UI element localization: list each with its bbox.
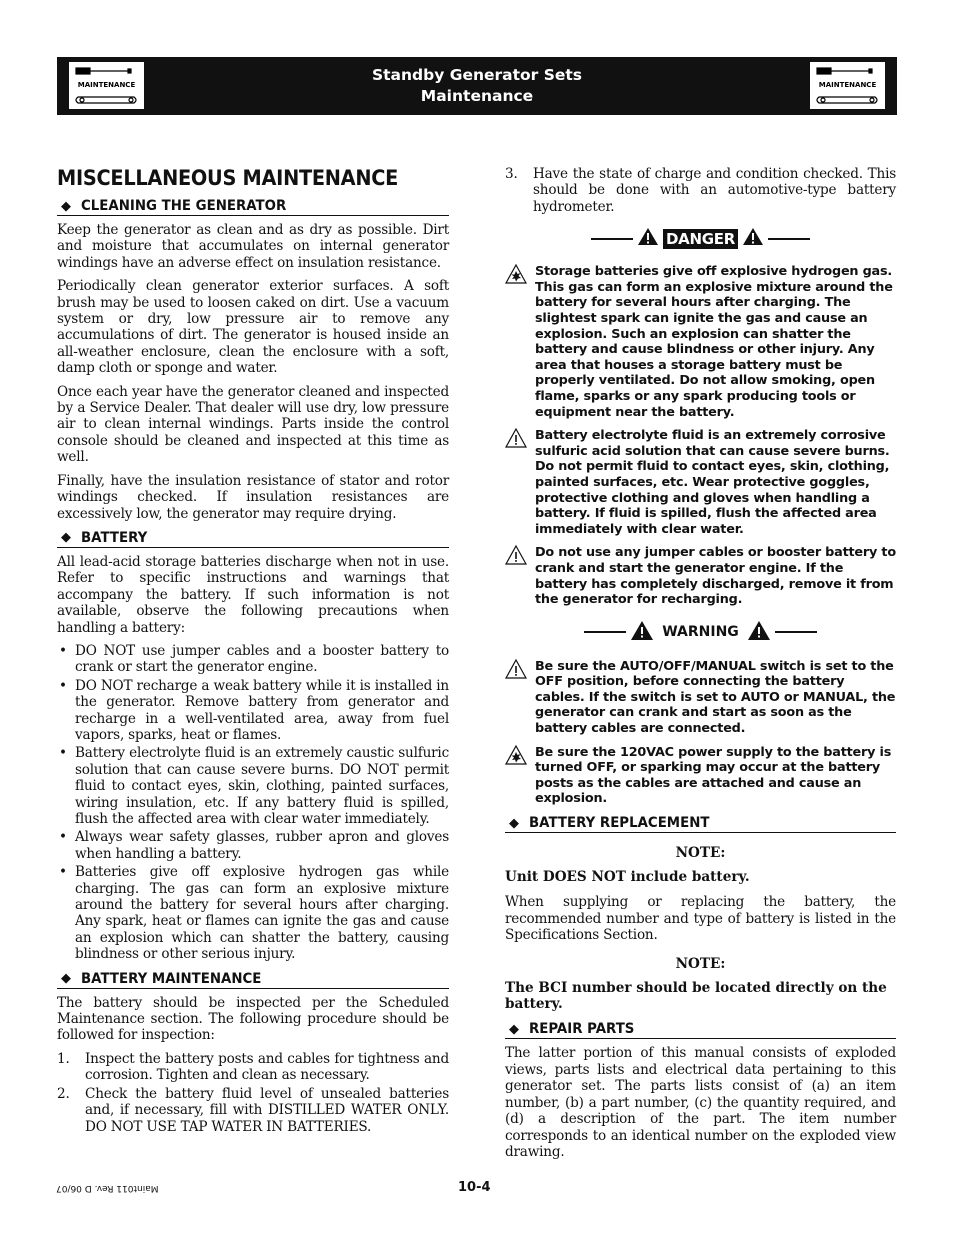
bullet-icon: •: [59, 829, 67, 846]
list-item: 2. Check the battery fluid level of unsealed batteries and, if necessary, fill with DISTILLED WATER ONLY. DO NOT USE TAP WATER IN BATTERIES.: [57, 1085, 449, 1135]
section-heading-battery: ◆ BATTERY: [57, 530, 449, 548]
danger-label: DANGER: [663, 229, 738, 249]
note-text: The BCI number should be located directly on the battery.: [505, 979, 887, 1013]
title-line-1: Standby Generator Sets: [371, 66, 583, 84]
list-item: • DO NOT use jumper cables and a booster battery to crank or start the generator engine.: [59, 642, 449, 676]
paragraph: Once each year have the generator cleaned and inspected by a Service Dealer. That dealer will use dry, low pressure air to clean internal windings. Parts inside the control console should be cleaned and inspected at this time as well.: [57, 383, 449, 466]
note-heading: NOTE:: [675, 955, 726, 972]
section-heading-battery-replacement: ◆ BATTERY REPLACEMENT: [505, 815, 896, 833]
title-line-2: Maintenance: [420, 87, 534, 105]
header-bar: [57, 57, 897, 115]
paragraph: Keep the generator as clean and as dry as possible. Dirt and moisture that accumulates on internal generator windings have an adverse effect on insulation resistance.: [57, 222, 449, 271]
explosion-hazard-icon: [505, 745, 527, 770]
danger-item: Battery electrolyte fluid is an extremely corrosive sulfuric acid solution that can cause severe burns. Do not permit fluid to contact eyes, skin, clothing, painted surfaces, etc. Wear protective goggles, protective clothing and gloves when handling a battery. If fluid is spilled, flush the affected area immediately with clear water.: [505, 428, 896, 537]
banner-rule: [591, 238, 633, 240]
danger-item: Do not use any jumper cables or booster battery to crank and start the generator engine. If the battery has completely discharged, remove it from the generator for recharging.: [505, 545, 896, 607]
caution-triangle-icon: [505, 428, 527, 453]
caution-triangle-icon: [505, 545, 527, 570]
diamond-icon: ◆: [61, 198, 71, 214]
list-item: 1. Inspect the battery posts and cables for tightness and corrosion. Tighten and clean as necessary.: [57, 1050, 449, 1084]
warning-banner: [505, 620, 896, 645]
diamond-icon: ◆: [61, 971, 71, 987]
list-item: • Always wear safety glasses, rubber apron and gloves when handling a battery.: [59, 829, 449, 862]
main-heading: MISCELLANEOUS MAINTENANCE: [57, 166, 399, 190]
banner-rule: [584, 631, 626, 633]
paragraph: When supplying or replacing the battery, the recommended number and type of battery is listed in the Specifications Section.: [505, 894, 896, 944]
banner-rule: [768, 238, 810, 240]
section-heading-cleaning: ◆ CLEANING THE GENERATOR: [57, 198, 449, 216]
warning-triangle-icon: [747, 620, 771, 645]
paragraph: All lead-acid storage batteries discharge when not in use. Refer to specific instructions and warnings that accompany the battery. If such information is not available, observe the following precautions when handling a battery:: [57, 553, 449, 636]
warning-triangle-icon: [630, 620, 654, 645]
caution-triangle-icon: [505, 659, 527, 684]
diamond-icon: ◆: [61, 530, 71, 546]
warning-item: Be sure the AUTO/OFF/MANUAL switch is set to the OFF position, before connecting the battery cables. If the switch is set to AUTO or MANUAL, the generator can crank and start as soon as the battery cables are connected.: [505, 659, 896, 737]
warning-item: Be sure the 120VAC power supply to the battery is turned OFF, or sparking may occur at the battery posts as the cables are attached and cause an explosion.: [505, 745, 896, 807]
list-item: • Battery electrolyte fluid is an extremely caustic sulfuric solution that can cause severe burns. DO NOT permit fluid to contact eyes, skin, clothing, painted surfaces, wiring insulation, etc. If any battery fluid is spilled, flush the affected area with clear water immediately.: [59, 745, 449, 827]
bullet-icon: •: [59, 745, 67, 762]
list-item: • DO NOT recharge a weak battery while it is installed in the generator. Remove battery from generator and recharge in a well-ventilated area, away from fuel vapors, sparks, heat or flames.: [59, 677, 449, 743]
paragraph: The battery should be inspected per the Scheduled Maintenance section. The following procedure should be followed for inspection:: [57, 994, 449, 1044]
warning-label: WARNING: [662, 624, 739, 641]
warning-triangle-icon: [742, 227, 764, 250]
logo-label: MAINTENANCE: [77, 81, 136, 89]
note-heading: NOTE:: [675, 845, 726, 862]
list-item: • Batteries give off explosive hydrogen gas while charging. The gas can form an explosive mixture around the battery for several hours after charging. Any spark, heat or flames can ignite the gas and cause an explosion which can shatter the battery, causing blindness or other serious injury.: [59, 864, 449, 963]
left-column: [57, 160, 449, 1137]
diamond-icon: ◆: [509, 815, 519, 831]
list-item: 3. Have the state of charge and condition checked. This should be done with an automotive-type battery hydrometer.: [505, 166, 896, 215]
inspection-steps-continued: [505, 166, 896, 215]
diamond-icon: ◆: [509, 1021, 519, 1037]
banner-rule: [775, 631, 817, 633]
page-title: [57, 65, 897, 107]
section-heading-repair-parts: ◆ REPAIR PARTS: [505, 1021, 896, 1039]
danger-item: Storage batteries give off explosive hydrogen gas. This gas can form an explosive mixture around the battery for several hours after charging. The slightest spark can ignite the gas and cause an explosion. Such an explosion can shatter the battery and cause blindness or other injury. Any area that houses a storage battery must be properly ventilated. Do not allow smoking, open flame, sparks or any spark producing tools or equipment near the battery.: [505, 264, 896, 420]
document-code: Maint011 Rev. D 06/07: [56, 1183, 159, 1193]
explosion-hazard-icon: [505, 264, 527, 289]
inspection-steps: [57, 1051, 449, 1135]
bullet-icon: •: [59, 864, 67, 881]
logo-label: MAINTENANCE: [818, 81, 877, 89]
bullet-icon: •: [59, 677, 67, 694]
maintenance-logo: [810, 62, 885, 109]
section-heading-battery-maintenance: ◆ BATTERY MAINTENANCE: [57, 971, 449, 989]
precautions-list: [57, 643, 449, 963]
warning-triangle-icon: [637, 227, 659, 250]
paragraph: Finally, have the insulation resistance of stator and rotor windings checked. If insulation resistances are excessively low, the generator may require drying.: [57, 472, 449, 522]
danger-banner: [505, 227, 896, 250]
right-column: [505, 166, 896, 1167]
page-number: 10-4: [458, 1180, 491, 1195]
bullet-icon: •: [59, 642, 67, 659]
paragraph: Periodically clean generator exterior surfaces. A soft brush may be used to loosen caked on dirt. Use a vacuum system or dry, low pressure air to remove any accumulations of dirt. The generator is housed inside an all-weather enclosure, clean the enclosure with a soft, damp cloth or sponge and water.: [57, 278, 449, 377]
paragraph: The latter portion of this manual consists of exploded views, parts lists and electrical data pertaining to this generator set. The parts lists consist of (a) an item number, (b) a part number, (c) the quantity required, and (d) a description of the part. The item number corresponds to an identical number on the exploded view drawing.: [505, 1045, 896, 1160]
note-text: Unit DOES NOT include battery.: [505, 869, 750, 886]
